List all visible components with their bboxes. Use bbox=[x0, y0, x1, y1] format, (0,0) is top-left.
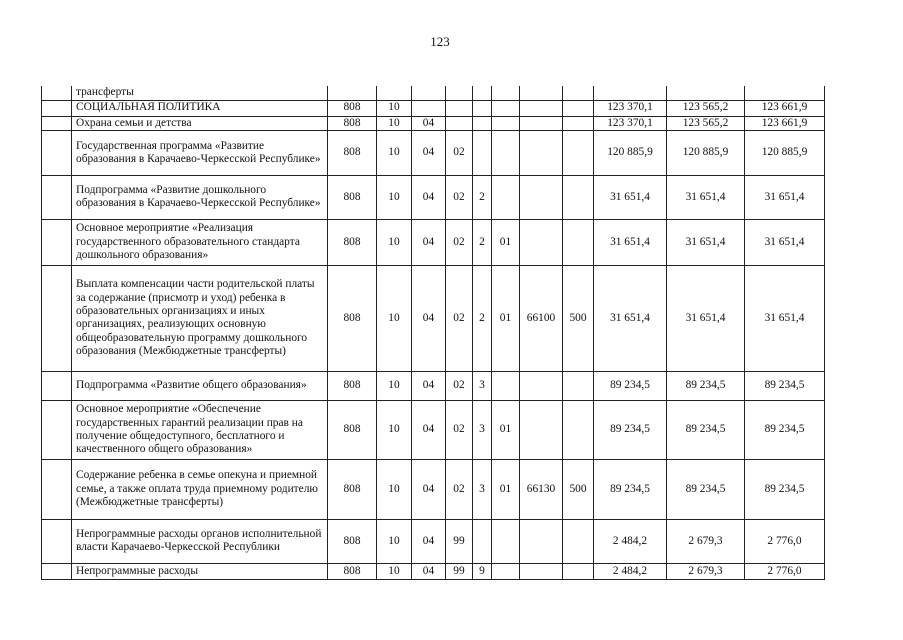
amount-year1-cell: 31 651,4 bbox=[594, 175, 667, 219]
expense-type-cell bbox=[563, 219, 594, 265]
amount-year1-cell: 89 234,5 bbox=[594, 371, 667, 400]
gov-code-cell: 808 bbox=[328, 563, 377, 579]
program-cell: 02 bbox=[446, 371, 473, 400]
amount-year3-cell: 120 885,9 bbox=[745, 130, 825, 175]
subprogram-cell bbox=[473, 130, 492, 175]
program-cell: 02 bbox=[446, 130, 473, 175]
amount-year2-cell: 89 234,5 bbox=[667, 400, 745, 459]
amount-year2-cell: 120 885,9 bbox=[667, 130, 745, 175]
section-cell: 10 bbox=[377, 265, 412, 371]
amount-year3-cell: 2 776,0 bbox=[745, 563, 825, 579]
expense-type-cell bbox=[563, 100, 594, 116]
table-row bbox=[42, 400, 825, 459]
direction-cell bbox=[520, 86, 563, 100]
subprogram-cell: 2 bbox=[473, 265, 492, 371]
subsection-cell: 04 bbox=[412, 265, 446, 371]
section-cell: 10 bbox=[377, 219, 412, 265]
direction-cell bbox=[520, 130, 563, 175]
amount-year1-cell: 123 370,1 bbox=[594, 116, 667, 130]
program-cell: 02 bbox=[446, 459, 473, 519]
page-number: 123 bbox=[430, 34, 450, 49]
program-cell: 02 bbox=[446, 219, 473, 265]
direction-cell: 66100 bbox=[520, 265, 563, 371]
section-cell: 10 bbox=[377, 130, 412, 175]
budget-table bbox=[41, 86, 825, 580]
amount-year2-cell: 89 234,5 bbox=[667, 371, 745, 400]
gov-code-cell: 808 bbox=[328, 116, 377, 130]
direction-cell bbox=[520, 519, 563, 563]
gov-code-cell: 808 bbox=[328, 459, 377, 519]
subsection-cell bbox=[412, 86, 446, 100]
section-cell: 10 bbox=[377, 459, 412, 519]
amount-year2-cell bbox=[667, 86, 745, 100]
item-name-cell: Непрограммные расходы bbox=[72, 563, 328, 579]
direction-cell bbox=[520, 116, 563, 130]
amount-year1-cell: 123 370,1 bbox=[594, 100, 667, 116]
amount-year2-cell: 2 679,3 bbox=[667, 519, 745, 563]
subprogram-cell: 2 bbox=[473, 219, 492, 265]
amount-year2-cell: 31 651,4 bbox=[667, 219, 745, 265]
amount-year1-cell: 89 234,5 bbox=[594, 400, 667, 459]
amount-year3-cell: 89 234,5 bbox=[745, 371, 825, 400]
row-marker-cell bbox=[42, 371, 72, 400]
section-cell: 10 bbox=[377, 519, 412, 563]
activity-cell bbox=[492, 86, 520, 100]
table-row bbox=[42, 175, 825, 219]
gov-code-cell bbox=[328, 86, 377, 100]
row-marker-cell bbox=[42, 563, 72, 579]
table-row bbox=[42, 371, 825, 400]
subprogram-cell: 3 bbox=[473, 459, 492, 519]
table-row bbox=[42, 116, 825, 130]
section-cell: 10 bbox=[377, 371, 412, 400]
direction-cell bbox=[520, 371, 563, 400]
expense-type-cell bbox=[563, 400, 594, 459]
subsection-cell: 04 bbox=[412, 116, 446, 130]
table-row bbox=[42, 100, 825, 116]
amount-year2-cell: 89 234,5 bbox=[667, 459, 745, 519]
activity-cell: 01 bbox=[492, 400, 520, 459]
gov-code-cell: 808 bbox=[328, 175, 377, 219]
row-marker-cell bbox=[42, 400, 72, 459]
row-marker-cell bbox=[42, 219, 72, 265]
program-cell: 02 bbox=[446, 175, 473, 219]
expense-type-cell bbox=[563, 519, 594, 563]
subsection-cell: 04 bbox=[412, 371, 446, 400]
item-name-cell: СОЦИАЛЬНАЯ ПОЛИТИКА bbox=[72, 100, 328, 116]
expense-type-cell bbox=[563, 86, 594, 100]
gov-code-cell: 808 bbox=[328, 130, 377, 175]
subprogram-cell bbox=[473, 116, 492, 130]
table-row bbox=[42, 519, 825, 563]
amount-year2-cell: 31 651,4 bbox=[667, 265, 745, 371]
subprogram-cell: 3 bbox=[473, 400, 492, 459]
amount-year1-cell: 31 651,4 bbox=[594, 265, 667, 371]
gov-code-cell: 808 bbox=[328, 519, 377, 563]
expense-type-cell bbox=[563, 563, 594, 579]
program-cell bbox=[446, 116, 473, 130]
activity-cell bbox=[492, 100, 520, 116]
gov-code-cell: 808 bbox=[328, 100, 377, 116]
direction-cell bbox=[520, 563, 563, 579]
amount-year2-cell: 123 565,2 bbox=[667, 116, 745, 130]
amount-year1-cell: 89 234,5 bbox=[594, 459, 667, 519]
expense-type-cell bbox=[563, 130, 594, 175]
direction-cell bbox=[520, 219, 563, 265]
amount-year3-cell bbox=[745, 86, 825, 100]
expense-type-cell bbox=[563, 371, 594, 400]
amount-year3-cell: 123 661,9 bbox=[745, 100, 825, 116]
section-cell: 10 bbox=[377, 175, 412, 219]
amount-year2-cell: 123 565,2 bbox=[667, 100, 745, 116]
row-marker-cell bbox=[42, 100, 72, 116]
section-cell: 10 bbox=[377, 400, 412, 459]
activity-cell: 01 bbox=[492, 459, 520, 519]
subprogram-cell: 2 bbox=[473, 175, 492, 219]
table-row bbox=[42, 219, 825, 265]
amount-year3-cell: 89 234,5 bbox=[745, 400, 825, 459]
activity-cell bbox=[492, 175, 520, 219]
activity-cell: 01 bbox=[492, 265, 520, 371]
subsection-cell bbox=[412, 100, 446, 116]
expense-type-cell bbox=[563, 175, 594, 219]
row-marker-cell bbox=[42, 86, 72, 100]
amount-year3-cell: 123 661,9 bbox=[745, 116, 825, 130]
table-row bbox=[42, 265, 825, 371]
direction-cell bbox=[520, 175, 563, 219]
amount-year3-cell: 31 651,4 bbox=[745, 265, 825, 371]
program-cell bbox=[446, 100, 473, 116]
gov-code-cell: 808 bbox=[328, 400, 377, 459]
activity-cell bbox=[492, 519, 520, 563]
subsection-cell: 04 bbox=[412, 175, 446, 219]
item-name-cell: Выплата компенсации части родительской платы за содержание (присмотр и уход) ребенка в образовательных организациях и иных организациях, реализующих основную общеобразовательную программу дошкольного образования (Межбюджетные трансферты) bbox=[72, 265, 328, 371]
subsection-cell: 04 bbox=[412, 459, 446, 519]
amount-year1-cell: 31 651,4 bbox=[594, 219, 667, 265]
gov-code-cell: 808 bbox=[328, 371, 377, 400]
item-name-cell: Подпрограмма «Развитие дошкольного образования в Карачаево-Черкесской Республике» bbox=[72, 175, 328, 219]
row-marker-cell bbox=[42, 175, 72, 219]
item-name-cell: Непрограммные расходы органов исполнительной власти Карачаево-Черкесской Республики bbox=[72, 519, 328, 563]
activity-cell bbox=[492, 563, 520, 579]
amount-year2-cell: 31 651,4 bbox=[667, 175, 745, 219]
item-name-cell: Основное мероприятие «Обеспечение государственных гарантий реализации прав на получение общедоступного, бесплатного и качественного общего образования» bbox=[72, 400, 328, 459]
item-name-cell: Охрана семьи и детства bbox=[72, 116, 328, 130]
program-cell: 02 bbox=[446, 265, 473, 371]
expense-type-cell bbox=[563, 116, 594, 130]
table-row bbox=[42, 86, 825, 100]
amount-year3-cell: 31 651,4 bbox=[745, 219, 825, 265]
activity-cell: 01 bbox=[492, 219, 520, 265]
subsection-cell: 04 bbox=[412, 563, 446, 579]
activity-cell bbox=[492, 371, 520, 400]
subsection-cell: 04 bbox=[412, 400, 446, 459]
subsection-cell: 04 bbox=[412, 519, 446, 563]
subprogram-cell: 3 bbox=[473, 371, 492, 400]
amount-year3-cell: 31 651,4 bbox=[745, 175, 825, 219]
item-name-cell: трансферты bbox=[72, 86, 328, 100]
amount-year3-cell: 2 776,0 bbox=[745, 519, 825, 563]
item-name-cell: Подпрограмма «Развитие общего образования» bbox=[72, 371, 328, 400]
section-cell: 10 bbox=[377, 116, 412, 130]
direction-cell bbox=[520, 400, 563, 459]
subprogram-cell bbox=[473, 100, 492, 116]
subprogram-cell bbox=[473, 519, 492, 563]
table-row bbox=[42, 130, 825, 175]
amount-year1-cell: 2 484,2 bbox=[594, 519, 667, 563]
gov-code-cell: 808 bbox=[328, 265, 377, 371]
activity-cell bbox=[492, 116, 520, 130]
activity-cell bbox=[492, 130, 520, 175]
program-cell: 02 bbox=[446, 400, 473, 459]
subprogram-cell: 9 bbox=[473, 563, 492, 579]
program-cell: 99 bbox=[446, 563, 473, 579]
section-cell: 10 bbox=[377, 563, 412, 579]
subprogram-cell bbox=[473, 86, 492, 100]
expense-type-cell: 500 bbox=[563, 265, 594, 371]
row-marker-cell bbox=[42, 519, 72, 563]
item-name-cell: Основное мероприятие «Реализация государственного образовательного стандарта дошкольного образования» bbox=[72, 219, 328, 265]
row-marker-cell bbox=[42, 116, 72, 130]
row-marker-cell bbox=[42, 459, 72, 519]
section-cell bbox=[377, 86, 412, 100]
program-cell bbox=[446, 86, 473, 100]
section-cell: 10 bbox=[377, 100, 412, 116]
direction-cell bbox=[520, 100, 563, 116]
table-row bbox=[42, 459, 825, 519]
amount-year1-cell: 2 484,2 bbox=[594, 563, 667, 579]
gov-code-cell: 808 bbox=[328, 219, 377, 265]
amount-year2-cell: 2 679,3 bbox=[667, 563, 745, 579]
subsection-cell: 04 bbox=[412, 130, 446, 175]
subsection-cell: 04 bbox=[412, 219, 446, 265]
row-marker-cell bbox=[42, 265, 72, 371]
program-cell: 99 bbox=[446, 519, 473, 563]
expense-type-cell: 500 bbox=[563, 459, 594, 519]
amount-year1-cell: 120 885,9 bbox=[594, 130, 667, 175]
table-row bbox=[42, 563, 825, 579]
row-marker-cell bbox=[42, 130, 72, 175]
direction-cell: 66130 bbox=[520, 459, 563, 519]
item-name-cell: Государственная программа «Развитие образования в Карачаево-Черкесской Республике» bbox=[72, 130, 328, 175]
amount-year1-cell bbox=[594, 86, 667, 100]
item-name-cell: Содержание ребенка в семье опекуна и приемной семье, а также оплата труда приемному родителю (Межбюджетные трансферты) bbox=[72, 459, 328, 519]
amount-year3-cell: 89 234,5 bbox=[745, 459, 825, 519]
